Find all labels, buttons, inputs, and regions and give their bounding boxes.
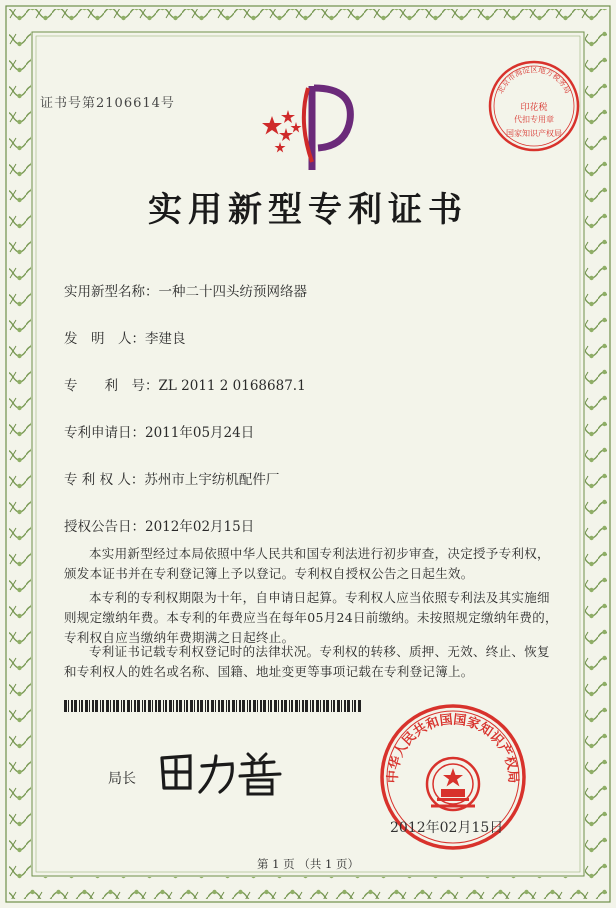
certificate-title: 实用新型专利证书 (148, 190, 468, 230)
tax-seal-arc-text: 北京市海淀区地方税务局 (495, 65, 573, 96)
field-label: 实用新型名称： (64, 284, 159, 300)
paragraph-legal-status: 专利证书记载专利权登记时的法律状况。专利权的转移、质押、无效、终止、恢复和专利权人的姓名或名称、国籍、地址变更等事项记载在专利登记簿上。 (64, 644, 550, 679)
paragraph-term-fees: 本专利的专利权期限为十年，自申请日起算。专利权人应当依照专利法及其实施细则规定缴纳年费。本专利的年费应当在每年05月24日前缴纳。未按照规定缴纳年费的，专利权自应当缴纳年费期满之日起终止。 (64, 590, 558, 645)
paragraph-grant-statement: 本实用新型经过本局依照中华人民共和国专利法进行初步审查，决定授予专利权，颁发本证书并在专利登记簿上予以登记。专利权自授权公告之日起生效。 (64, 546, 550, 581)
tax-seal-line4: 国家知识产权局 (506, 129, 562, 138)
field-value: 一种二十四头纺预网络器 (158, 284, 307, 300)
field-patent-number (64, 374, 306, 394)
tax-seal-line2: 印花税 (520, 103, 548, 113)
svg-text:北京市海淀区地方税务局 (495, 64, 573, 95)
national-emblem-icon (427, 758, 479, 810)
field-application-date (64, 421, 254, 441)
tax-seal-stamp (486, 58, 582, 154)
field-patentee (64, 468, 279, 488)
field-utility-model-name (64, 280, 307, 300)
field-value: 苏州市上宇纺机配件厂 (144, 472, 280, 488)
barcode (64, 700, 364, 714)
field-value: 2011年05月24日 (145, 425, 255, 441)
field-label: 发 明 人： (64, 331, 145, 347)
field-grant-date (64, 515, 254, 535)
field-label: 专 利 号： (64, 378, 159, 394)
seal-date: 2012年02月15日 (390, 820, 504, 836)
page-footer: 第 1 页 （共 1 页） (257, 857, 359, 871)
tax-seal-line3: 代扣专用章 (514, 115, 554, 124)
field-label: 授权公告日： (64, 519, 145, 535)
patent-office-logo-icon (258, 82, 358, 174)
field-value: ZL 2011 2 0168687.1 (158, 378, 306, 394)
field-label: 专利申请日： (64, 425, 145, 441)
field-value: 李建良 (145, 331, 186, 347)
certificate-number: 证书号第2106614号 (40, 96, 175, 111)
field-inventor (64, 327, 186, 347)
field-label: 专 利 权 人： (64, 472, 145, 488)
director-signature (156, 748, 296, 798)
seal-arc-text: 中华人民共和国国家知识产权局 (385, 712, 521, 784)
director-label: 局长 (108, 771, 136, 787)
field-value: 2012年02月15日 (145, 519, 255, 535)
